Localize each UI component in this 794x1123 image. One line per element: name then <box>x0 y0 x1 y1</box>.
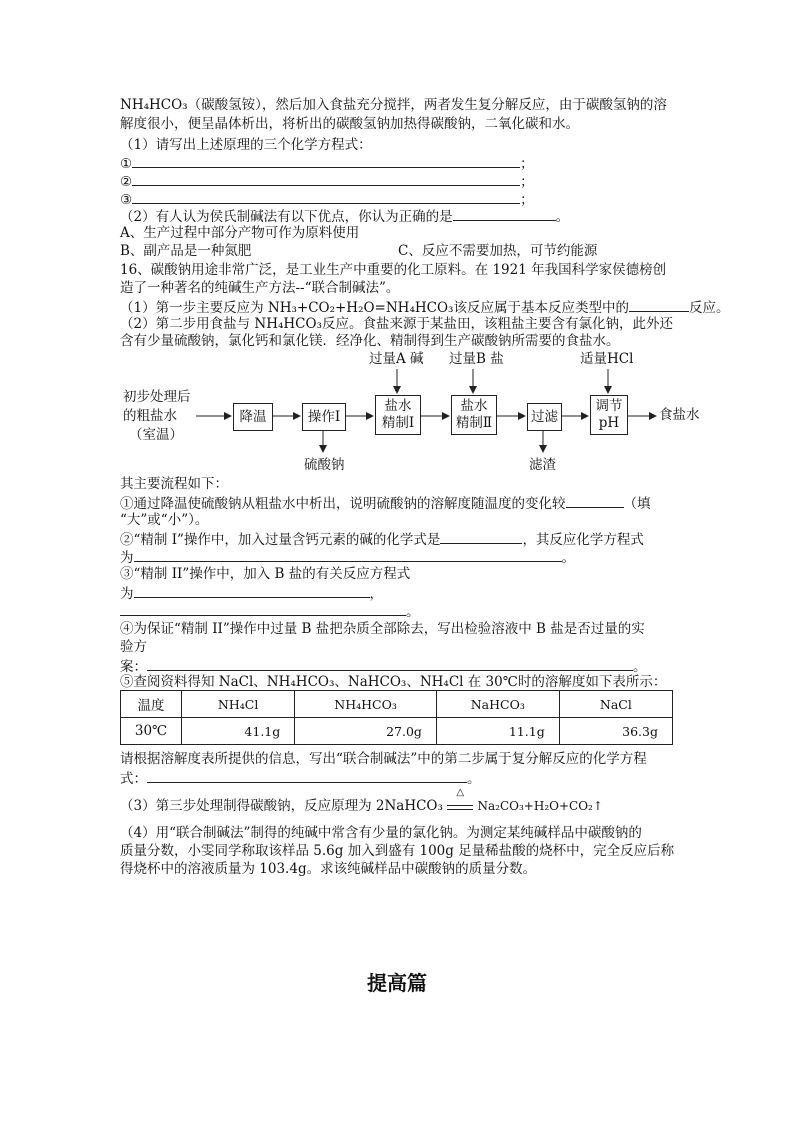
answer-blank[interactable] <box>120 601 406 616</box>
flow-end: 食盐水 <box>659 407 700 423</box>
table-cell: 27.0g <box>295 718 437 745</box>
step5-text: ⑤查阅资料得知 NaCl、NH₄HCO₃、NaHCO₃、NH₄Cl 在 30℃时的溶解度如下表所示： <box>120 674 667 690</box>
step3-line-3 <box>120 601 420 621</box>
table-cell: 30℃ <box>121 718 182 745</box>
flow-output-residue: 滤渣 <box>529 457 556 473</box>
p16-line-1: 16、碳酸钠用途非常广泛，是工业生产中重要的化工原料。在 1921 年我国科学家侯德榜创 <box>120 262 667 278</box>
flow-start-line-1: 初步处理后 <box>123 389 191 405</box>
table-row <box>121 718 673 745</box>
step1-line-1 <box>120 493 651 513</box>
section-title: 提高篇 <box>367 971 427 995</box>
table-header-cell: NH₄Cl <box>182 691 295 718</box>
after-end: 。 <box>467 771 481 787</box>
steps-intro: 其主要流程如下： <box>120 476 228 492</box>
step4-line-1: ④为保证“精制 II”操作中过量 B 盐把杂质全部除去，写出检验溶液中 B 盐是否过量的实 <box>120 621 645 637</box>
step2-line-1 <box>120 529 644 549</box>
flow-box-refine-1-a: 盐水 <box>384 398 412 414</box>
after-line-2 <box>120 768 481 788</box>
after-line-1: 请根据溶解度表所提供的信息，写出“联合制碱法”中的第二步属于复分解反应的化学方程 <box>120 751 647 767</box>
solubility-table <box>120 690 673 745</box>
q3-products: Na₂CO₃+H₂O+CO₂↑ <box>477 799 603 813</box>
table-cell: 36.3g <box>559 718 672 745</box>
q3-text: （3）第三步处理制得碳酸钠，反应原理为 2NaHCO₃ <box>120 798 443 814</box>
flow-start-line-2: 的粗盐水 <box>123 408 177 424</box>
table-header-cell: NH₄HCO₃ <box>295 691 437 718</box>
flow-box-ph-a: 调节 <box>595 398 623 414</box>
q2-prompt: （2）有人认为侯氏制碱法有以下优点，你认为正确的是 <box>120 209 453 225</box>
q1-item-1-label: ① <box>120 156 133 172</box>
flow-box-operation-1: 操作Ⅰ <box>302 403 346 431</box>
p16-step1-text: （1）第一步主要反应为 NH₃+CO₂+H₂O=NH₄HCO₃该反应属于基本反应类型中的 <box>120 300 629 316</box>
answer-blank[interactable] <box>134 583 370 598</box>
q3-line <box>120 787 603 815</box>
q1-item-2-end: ； <box>520 174 534 190</box>
answer-blank[interactable] <box>440 529 522 544</box>
q1-item-1-end: ； <box>520 156 534 172</box>
step1-text: ①通过降温使硫酸钠从粗盐水中析出，说明硫酸钠的溶解度随温度的变化较 <box>120 496 566 512</box>
step4-label: 案： <box>120 659 147 675</box>
step3-end: 。 <box>406 604 420 620</box>
step2-end: 。 <box>561 550 575 566</box>
answer-blank[interactable] <box>147 768 467 783</box>
step1-line-2: “大”或“小”）。 <box>120 512 209 528</box>
flow-reagent-hcl: 适量HCl <box>580 351 634 367</box>
q2-option-b: B、副产品是一种氮肥 <box>120 243 252 259</box>
step4-line-2: 验方 <box>120 639 147 655</box>
step2-line-2 <box>120 547 575 567</box>
intro-line-1: NH₄HCO₃（碳酸氢铵），然后加入食盐充分搅拌，两者发生复分解反应，由于碳酸氢钠的溶 <box>120 97 667 113</box>
flow-box-refine-2-b: 精制Ⅱ <box>455 415 493 431</box>
flow-box-cool: 降温 <box>233 403 273 431</box>
intro-line-2: 解度很小，便呈晶体析出，将析出的碳酸氢钠加热得碳酸钠，二氧化碳和水。 <box>120 116 579 132</box>
flow-box-refine-1-b: 精制Ⅰ <box>381 415 415 431</box>
table-cell: 41.1g <box>182 718 295 745</box>
step3-line-2 <box>120 583 383 603</box>
table-header-cell: NaHCO₃ <box>436 691 559 718</box>
step2-text-b: ，其反应化学方程式 <box>522 532 644 548</box>
flow-reagent-a: 过量A 碱 <box>369 351 424 367</box>
p16-step2-line-1: （2）第二步用食盐与 NH₄HCO₃反应。食盐来源于某盐田，该粗盐主要含有氯化钠，此外还 <box>120 316 673 332</box>
flow-reagent-b: 过量B 盐 <box>449 351 504 367</box>
step2-for: 为 <box>120 550 134 566</box>
table-header-cell: NaCl <box>559 691 672 718</box>
step4-end: 。 <box>633 659 647 675</box>
step3-for: 为 <box>120 586 134 602</box>
table-header-cell: 温度 <box>121 691 182 718</box>
flow-box-ph-b: pH <box>598 415 620 431</box>
q1-item-3-end: ； <box>520 192 534 208</box>
p16-step2-line-2: 含有少量硫酸钠，氯化钙和氯化镁．经净化、精制得到生产碳酸钠所需要的食盐水。 <box>120 333 620 349</box>
step2-text: ②“精制 I”操作中，加入过量含钙元素的碱的化学式是 <box>120 532 441 548</box>
heat-symbol: △ <box>456 787 465 798</box>
table-cell: 11.1g <box>436 718 559 745</box>
step1-fill-hint: （填 <box>623 496 651 512</box>
step3-line-1: ③“精制 II”操作中，加入 B 盐的有关反应方程式 <box>120 566 411 582</box>
after-label: 式： <box>120 771 147 787</box>
q4-line-3: 得烧杯中的溶液质量为 103.4g。求该纯碱样品中碳酸钠的质量分数。 <box>120 861 537 877</box>
heating-condition <box>447 787 473 810</box>
q1-item-2-label: ② <box>120 174 133 190</box>
q2-option-c: C、反应不需要加热，可节约能源 <box>398 243 598 259</box>
q4-line-1: （4）用“联合制碱法”制得的纯碱中常含有少量的氯化钠。为测定某纯碱样品中碳酸钠的 <box>120 825 642 841</box>
answer-blank[interactable] <box>566 493 624 508</box>
step3-comma: ， <box>369 586 383 602</box>
q4-line-2: 质量分数，小雯同学称取该样品 5.6g 加入到盛有 100g 足量稀盐酸的烧杯中，完全反应后称 <box>120 843 675 859</box>
answer-blank[interactable] <box>147 656 633 671</box>
table-header-row <box>121 691 673 718</box>
q1-item-3-label: ③ <box>120 192 133 208</box>
flow-box-filter: 过滤 <box>527 403 562 431</box>
flow-output-na2so4: 硫酸钠 <box>304 457 345 473</box>
q2-end: 。 <box>555 209 570 225</box>
flow-start-line-3: （室温） <box>129 427 183 443</box>
p16-line-2: 造了一种著名的纯碱生产方法--“联合制碱法”。 <box>120 280 400 296</box>
q1-prompt: （1）请写出上述原理的三个化学方程式： <box>120 137 372 153</box>
answer-blank[interactable] <box>134 547 562 562</box>
q2-option-a: A、生产过程中部分产物可作为原料使用 <box>120 225 360 241</box>
p16-step1-end: 反应。 <box>688 300 730 316</box>
flow-box-refine-2-a: 盐水 <box>460 398 488 414</box>
